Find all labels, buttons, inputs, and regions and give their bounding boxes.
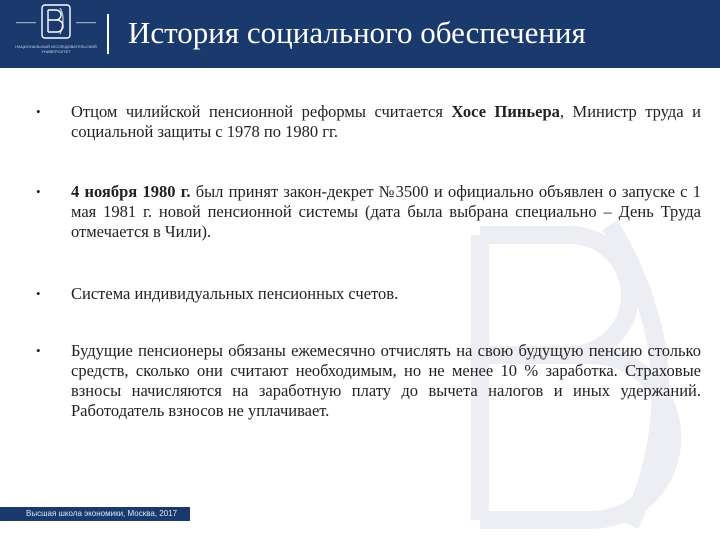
bullet-1-text-a: Отцом чилийской пенсионной реформы считается: [71, 102, 452, 121]
footer-text: Высшая школа экономики, Москва, 2017: [26, 509, 178, 518]
bullet-marker: •: [36, 286, 41, 301]
bullet-marker: •: [36, 184, 41, 199]
bullet-item-2: [36, 182, 701, 242]
bullet-2-text: был принят закон-декрет №3500 и официально объявлен о запуске с 1 мая 1981 г. новой пенсионной системы (дата была выбрана специально – День Труда отмечается в Чили).: [71, 182, 701, 241]
bullet-item-1: [36, 102, 701, 142]
bullet-1-bold: Хосе Пиньера: [451, 102, 560, 121]
logo-caption: НАЦИОНАЛЬНЫЙ ИССЛЕДОВАТЕЛЬСКИЙ УНИВЕРСИТЕТ: [15, 44, 97, 54]
bullet-marker: •: [36, 104, 41, 119]
bullet-2-bold: 4 ноября 1980 г.: [71, 182, 191, 201]
footer-bar: [0, 507, 190, 521]
bullet-3-text: Система индивидуальных пенсионных счетов.: [71, 284, 399, 303]
bullet-item-4: [36, 341, 701, 421]
slide-title: История социального обеспечения: [128, 15, 586, 50]
bullet-4-text: Будущие пенсионеры обязаны ежемесячно отчислять на свою будущую пенсию столько средств, сколько они считают необходимым, но не менее 10 % заработка. Страховые взносы начисляются на заработную плату до вычета налогов и иных удержаний. Работодатель взносов не уплачивает.: [71, 341, 701, 420]
bullet-item-3: [36, 284, 701, 304]
bullet-marker: •: [36, 343, 41, 358]
bullet-1-text-b: , Министр труда и социальной защиты с 1978 по 1980 гг.: [71, 102, 701, 141]
